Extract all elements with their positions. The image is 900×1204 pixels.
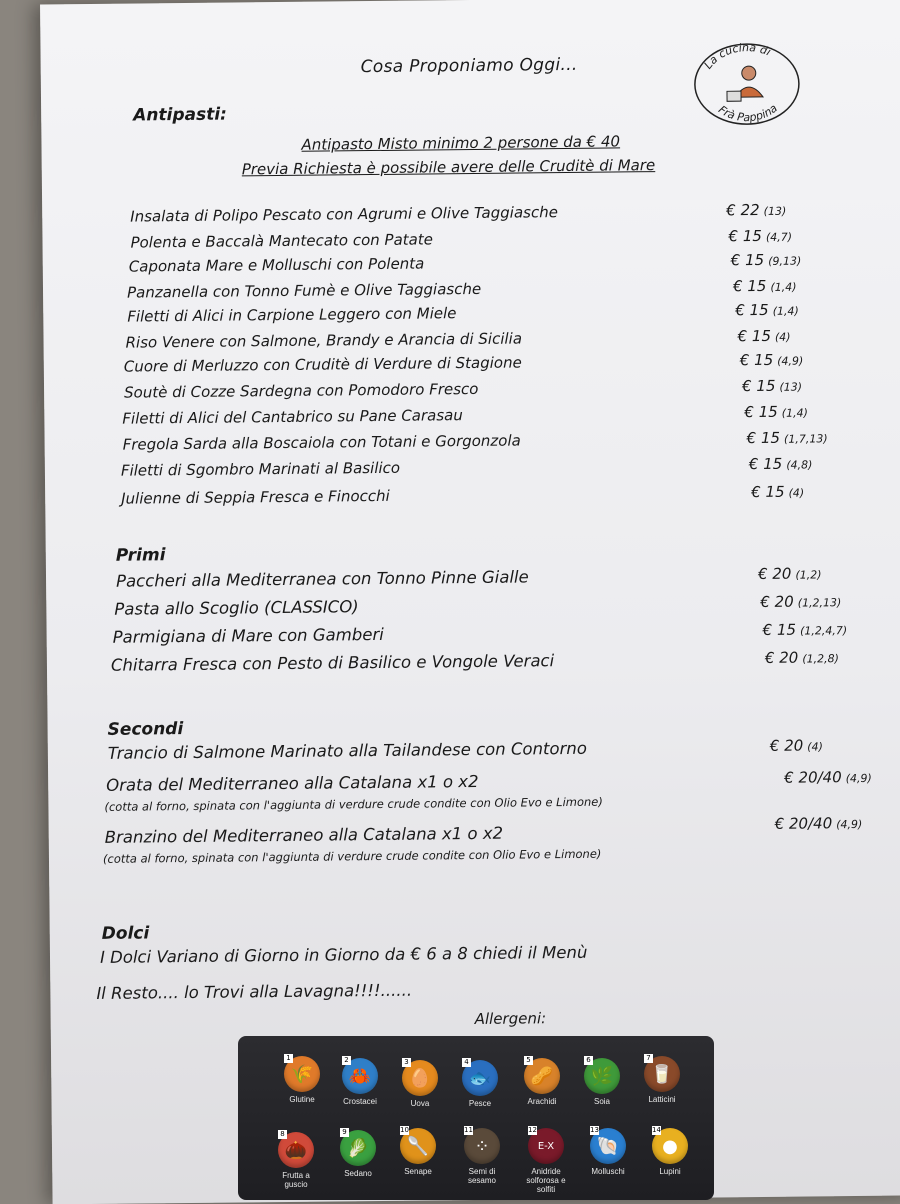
allergen-codes: (4,9) xyxy=(777,354,804,368)
allergen-codes: (4) xyxy=(807,740,823,754)
antipasti-item-price xyxy=(726,201,786,220)
allergen-codes: (1,2,13) xyxy=(797,596,842,610)
price-value: € 15 xyxy=(741,376,776,396)
antipasti-item-name: Filetti di Sgombro Marinati al Basilico xyxy=(120,458,401,480)
allergen-2 xyxy=(338,1058,382,1106)
allergen-codes: (13) xyxy=(779,380,803,394)
price-value: € 15 xyxy=(730,250,765,270)
allergen-number: 10 xyxy=(400,1126,409,1134)
price-value: € 15 xyxy=(739,350,774,370)
allergen-codes: (1,2,8) xyxy=(802,652,839,666)
menu-title: Cosa Proponiamo Oggi... xyxy=(360,54,578,78)
fish-icon: 🐟 4 xyxy=(462,1060,498,1096)
antipasti-item-price xyxy=(733,277,797,296)
allergen-label: Latticini xyxy=(648,1095,676,1104)
secondi-item-note: (cotta al forno, spinata con l'aggiunta di verdure crude condite con Olio Evo e Limone) xyxy=(104,794,603,814)
allergen-10 xyxy=(396,1128,440,1176)
menu-sheet xyxy=(40,0,900,1204)
allergen-1 xyxy=(280,1056,324,1104)
milk-jug-icon: 🥛 7 xyxy=(644,1056,680,1092)
allergen-label: Crostacei xyxy=(343,1097,377,1106)
price-value: € 20 xyxy=(760,592,794,611)
allergen-number: 2 xyxy=(342,1056,351,1065)
antipasti-item-price xyxy=(749,454,813,473)
antipasti-item-name: Fregola Sarda alla Boscaiola con Totani e Gorgonzola xyxy=(122,431,521,454)
allergen-codes: (9,13) xyxy=(768,254,802,268)
allergen-codes: (1,4) xyxy=(770,280,797,294)
allergen-number: 9 xyxy=(340,1128,349,1137)
allergen-codes: (13) xyxy=(763,204,787,218)
allergen-codes: (1,2,4,7) xyxy=(799,624,848,638)
allergen-7 xyxy=(640,1056,684,1104)
price-value: € 20/40 xyxy=(784,768,842,787)
allergen-12 xyxy=(524,1128,568,1194)
soy-icon: 🌿 6 xyxy=(584,1058,620,1094)
antipasti-item-name: Insalata di Polipo Pescato con Agrumi e Olive Taggiasche xyxy=(130,203,558,226)
crab-icon: 🦀 2 xyxy=(342,1058,378,1094)
price-value: € 15 xyxy=(737,326,772,346)
secondi-item-name: Branzino del Mediterraneo alla Catalana x1 o x2 xyxy=(104,823,504,847)
price-value: € 22 xyxy=(726,200,760,220)
allergen-3 xyxy=(398,1060,442,1108)
allergen-13 xyxy=(586,1128,630,1176)
primi-item-price xyxy=(765,648,839,667)
allergen-5 xyxy=(520,1058,564,1106)
primi-item-name: Pasta allo Scoglio (CLASSICO) xyxy=(114,597,359,619)
secondi-heading: Secondi xyxy=(107,719,184,740)
antipasti-heading: Antipasti: xyxy=(133,104,228,126)
logo-text-bottom: Frà Pappina xyxy=(715,101,780,125)
antipasti-item-price xyxy=(742,377,802,396)
allergen-11 xyxy=(460,1128,504,1185)
antipasti-item-price xyxy=(747,428,828,447)
antipasti-item-name: Filetti di Alici del Cantabrico su Pane Carasau xyxy=(122,406,463,428)
price-value: € 15 xyxy=(732,276,767,296)
allergen-codes: (1,4) xyxy=(772,304,799,318)
allergen-number: 8 xyxy=(278,1130,287,1139)
antipasti-item-name: Filetti di Alici in Carpione Leggero con Miele xyxy=(127,304,457,326)
price-value: € 15 xyxy=(735,300,769,320)
price-value: € 15 xyxy=(762,620,797,639)
walnut-icon: 🌰 8 xyxy=(278,1132,314,1168)
allergen-codes: (4,9) xyxy=(845,771,872,786)
allergen-number: 1 xyxy=(284,1054,293,1063)
allergen-4 xyxy=(458,1060,502,1108)
shell-icon: 🐚 13 xyxy=(590,1128,626,1164)
sesame-icon: ⁘ 11 xyxy=(464,1128,500,1164)
antipasti-item-price xyxy=(744,402,808,421)
allergen-number: 4 xyxy=(462,1058,471,1067)
wheat-icon: 🌾 1 xyxy=(284,1056,320,1092)
allergen-number: 5 xyxy=(524,1056,533,1065)
allergen-codes: (4) xyxy=(774,330,791,344)
allergen-label: Lupini xyxy=(659,1167,681,1176)
sulphite-icon: E-X 12 xyxy=(528,1128,564,1164)
allergen-codes: (4) xyxy=(788,486,805,500)
primi-item-name: Parmigiana di Mare con Gamberi xyxy=(112,624,384,647)
antipasti-item-price xyxy=(751,483,804,502)
allergen-codes: (1,7,13) xyxy=(783,432,828,446)
allergen-number: 13 xyxy=(590,1126,599,1134)
allergen-label: Glutine xyxy=(289,1095,315,1104)
allergen-label: Senape xyxy=(404,1167,432,1176)
antipasti-item-name: Soutè di Cozze Sardegna con Pomodoro Fresco xyxy=(123,379,479,402)
allergen-label: Frutta a guscio xyxy=(282,1171,310,1189)
antipasti-item-price xyxy=(740,351,804,370)
primi-item-price xyxy=(763,620,848,639)
eggs-icon: 🥚 3 xyxy=(402,1060,438,1096)
antipasti-item-price xyxy=(737,327,790,346)
allergen-codes: (1,2) xyxy=(795,568,822,582)
allergen-number: 12 xyxy=(528,1126,537,1134)
price-value: € 15 xyxy=(744,402,778,422)
allergen-codes: (4,7) xyxy=(765,230,793,244)
secondi-item-name: Trancio di Salmone Marinato alla Tailandese con Contorno xyxy=(107,738,587,763)
crudite-note: Previa Richiesta è possibile avere delle Cruditè di Mare xyxy=(241,156,656,179)
mustard-icon: 🥄 10 xyxy=(400,1128,436,1164)
price-value: € 15 xyxy=(746,428,781,448)
allergen-label: Soia xyxy=(593,1097,610,1106)
antipasti-item-price xyxy=(731,251,802,270)
antipasti-item-price xyxy=(735,301,799,320)
allergen-label: Pesce xyxy=(468,1099,492,1108)
price-value: € 20/40 xyxy=(774,814,833,833)
primi-heading: Primi xyxy=(115,545,166,566)
price-value: € 20 xyxy=(764,648,799,667)
allergen-label: Uova xyxy=(410,1099,430,1108)
primi-item-name: Paccheri alla Mediterranea con Tonno Pinne Gialle xyxy=(115,567,529,591)
antipasto-misto-note: Antipasto Misto minimo 2 persone da € 40 xyxy=(301,132,621,154)
allergen-codes: (1,4) xyxy=(781,406,808,420)
restaurant-logo xyxy=(690,41,803,128)
antipasti-item-price xyxy=(728,227,792,246)
secondi-item-name: Orata del Mediterraneo alla Catalana x1 o x2 xyxy=(106,771,479,795)
price-value: € 15 xyxy=(751,482,785,502)
allergen-number: 3 xyxy=(402,1058,411,1067)
secondi-item-price xyxy=(775,814,863,833)
secondi-item-price xyxy=(770,736,823,755)
dolci-heading: Dolci xyxy=(101,923,150,944)
allergen-codes: (4,9) xyxy=(836,817,863,832)
antipasti-item-name: Polenta e Baccalà Mantecato con Patate xyxy=(130,230,434,252)
allergen-label: Molluschi xyxy=(591,1167,625,1176)
logo-text-top: La cucina di xyxy=(701,41,773,72)
allergen-label: Anidride solforosa e solfiti xyxy=(526,1167,566,1194)
antipasti-item-name: Cuore di Merluzzo con Cruditè di Verdure di Stagione xyxy=(123,353,522,376)
lupin-icon: ● 14 xyxy=(652,1128,688,1164)
antipasti-item-name: Panzanella con Tonno Fumè e Olive Taggiasche xyxy=(126,279,482,302)
antipasti-item-name: Julienne di Seppia Fresca e Finocchi xyxy=(121,486,390,508)
peanut-icon: 🥜 5 xyxy=(524,1058,560,1094)
antipasti-item-name: Caponata Mare e Molluschi con Polenta xyxy=(128,254,425,276)
primi-item-name: Chitarra Fresca con Pesto di Basilico e Vongole Veraci xyxy=(110,651,555,675)
svg-text:La cucina di xyxy=(701,41,773,72)
price-value: € 20 xyxy=(757,564,792,584)
allergen-8 xyxy=(274,1132,318,1189)
allergen-label: Semi di sesamo xyxy=(467,1167,496,1185)
allergeni-heading: Allergeni: xyxy=(474,1009,547,1029)
antipasti-item-name: Riso Venere con Salmone, Brandy e Arancia di Sicilia xyxy=(125,329,523,352)
lavagna-line: Il Resto.... lo Trovi alla Lavagna!!!!...... xyxy=(96,980,413,1003)
allergen-9 xyxy=(336,1130,380,1178)
allergen-number: 6 xyxy=(584,1056,593,1065)
allergen-legend xyxy=(238,1036,714,1200)
allergen-label: Sedano xyxy=(344,1169,372,1178)
secondi-item-price xyxy=(784,768,872,787)
primi-item-price xyxy=(758,564,822,583)
dolci-line: I Dolci Variano di Giorno in Giorno da € 6 a 8 chiedi il Menù xyxy=(99,942,588,967)
allergen-number: 14 xyxy=(652,1126,661,1134)
price-value: € 15 xyxy=(748,454,783,474)
primi-item-price xyxy=(760,592,841,611)
allergen-label: Arachidi xyxy=(527,1097,557,1106)
allergen-6 xyxy=(580,1058,624,1106)
price-value: € 15 xyxy=(728,226,762,246)
allergen-14 xyxy=(648,1128,692,1176)
allergen-number: 11 xyxy=(464,1126,473,1134)
allergen-codes: (4,8) xyxy=(786,458,813,472)
price-value: € 20 xyxy=(769,736,804,755)
celery-icon: 🥬 9 xyxy=(340,1130,376,1166)
allergen-number: 7 xyxy=(644,1054,653,1063)
secondi-item-note: (cotta al forno, spinata con l'aggiunta di verdure crude condite con Olio Evo e Limone) xyxy=(102,846,602,866)
